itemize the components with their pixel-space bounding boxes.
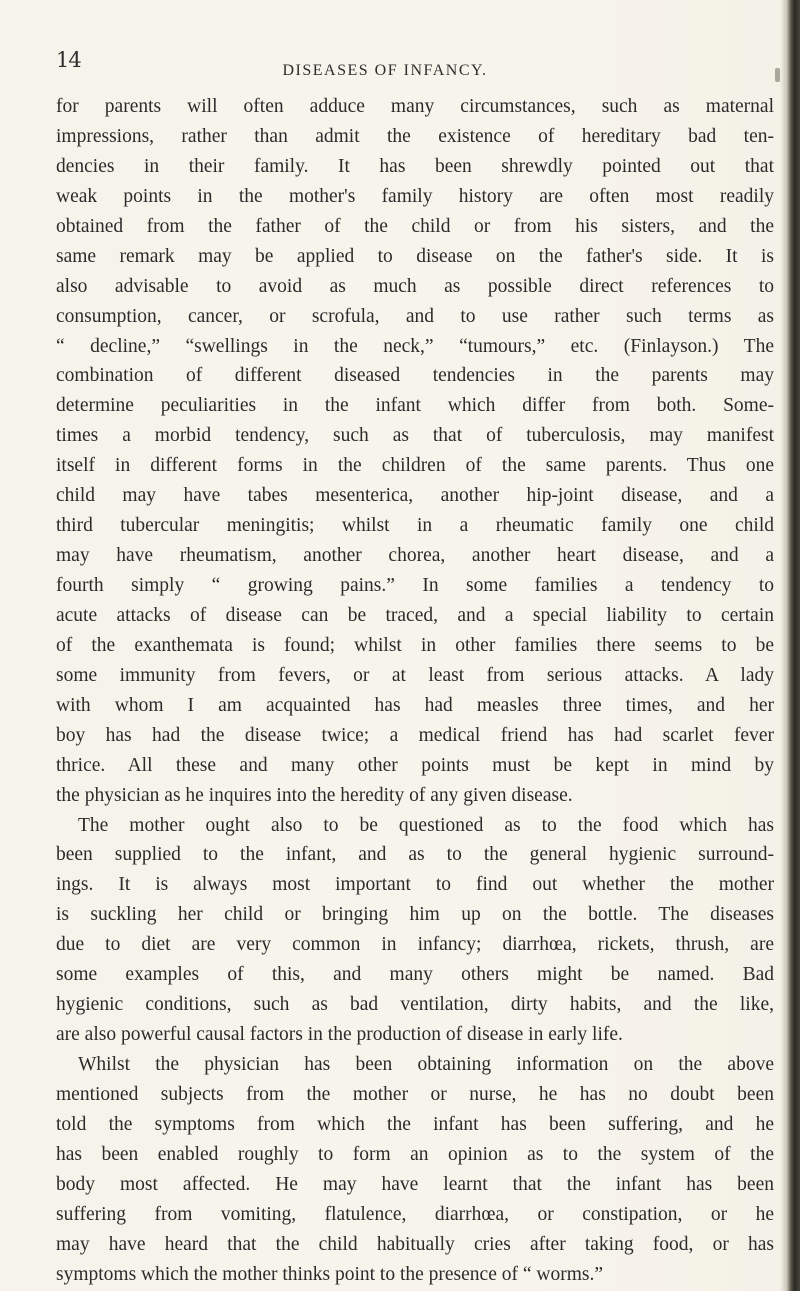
text-line: “ decline,” “swellings in the neck,” “tumours,” etc. (Finlayson.) The — [56, 335, 774, 357]
text-line: weak points in the mother's family history are often most readily — [56, 185, 774, 207]
text-line: thrice. All these and many other points must be kept in mind by — [56, 754, 774, 776]
paragraph-start-line: The mother ought also to be questioned as to the food which has — [78, 814, 774, 836]
text-line: may have heard that the child habitually cries after taking food, or has — [56, 1233, 774, 1255]
text-line: also advisable to avoid as much as possible direct references to — [56, 275, 774, 297]
text-line: of the exanthemata is found; whilst in other families there seems to be — [56, 634, 774, 656]
running-title: DISEASES OF INFANCY. — [282, 62, 488, 79]
text-line: determine peculiarities in the infant which differ from both. Some- — [56, 395, 774, 417]
text-line: some examples of this, and many others might be named. Bad — [56, 964, 774, 986]
text-line: consumption, cancer, or scrofula, and to use rather such terms as — [56, 305, 774, 327]
text-line: with whom I am acquainted has had measles three times, and her — [56, 694, 774, 716]
text-line: times a morbid tendency, such as that of tuberculosis, may manifest — [56, 425, 774, 447]
book-spine-edge — [786, 0, 800, 1291]
page-number: 14 — [56, 48, 81, 72]
text-line: hygienic conditions, such as bad ventilation, dirty habits, and the like, — [56, 994, 774, 1016]
text-line: boy has had the disease twice; a medical friend has had scarlet fever — [56, 724, 774, 746]
page-edge-mark — [775, 68, 780, 82]
text-line: itself in different forms in the children of the same parents. Thus one — [56, 455, 774, 477]
text-line: due to diet are very common in infancy; diarrhœa, rickets, thrush, are — [56, 934, 774, 956]
text-line: are also powerful causal factors in the production of disease in early life. — [56, 1024, 623, 1046]
text-line: may have rheumatism, another chorea, another heart disease, and a — [56, 545, 774, 567]
text-line: obtained from the father of the child or from his sisters, and the — [56, 215, 774, 237]
text-line: for parents will often adduce many circumstances, such as maternal — [56, 96, 774, 117]
text-line: body most affected. He may have learnt that the infant has been — [56, 1173, 774, 1195]
body-text — [56, 92, 774, 1290]
text-line: the physician as he inquires into the heredity of any given disease. — [56, 784, 573, 806]
text-line: told the symptoms from which the infant has been suffering, and he — [56, 1113, 774, 1135]
text-line: third tubercular meningitis; whilst in a rheumatic family one child — [56, 515, 774, 537]
text-line: has been enabled roughly to form an opinion as to the system of the — [56, 1143, 774, 1165]
text-line: dencies in their family. It has been shrewdly pointed out that — [56, 155, 774, 177]
text-line: is suckling her child or bringing him up on the bottle. The diseases — [56, 904, 774, 926]
text-line: been supplied to the infant, and as to the general hygienic surround- — [56, 844, 774, 866]
text-line: some immunity from fevers, or at least from serious attacks. A lady — [56, 664, 774, 686]
text-line: combination of different diseased tendencies in the parents may — [56, 365, 774, 387]
text-line: symptoms which the mother thinks point to the presence of “ worms.” — [56, 1263, 603, 1285]
text-line: acute attacks of disease can be traced, and a special liability to certain — [56, 604, 774, 626]
text-line: ings. It is always most important to find out whether the mother — [56, 874, 774, 896]
text-line: same remark may be applied to disease on the father's side. It is — [56, 245, 774, 267]
text-line: fourth simply “ growing pains.” In some families a tendency to — [56, 575, 774, 596]
paragraph-start-line: Whilst the physician has been obtaining information on the above — [78, 1054, 774, 1075]
text-line: impressions, rather than admit the existence of hereditary bad ten- — [56, 125, 774, 147]
text-line: mentioned subjects from the mother or nurse, he has no doubt been — [56, 1083, 774, 1105]
text-line: suffering from vomiting, flatulence, diarrhœa, or constipation, or he — [56, 1203, 774, 1225]
text-line: child may have tabes mesenterica, another hip-joint disease, and a — [56, 485, 774, 507]
